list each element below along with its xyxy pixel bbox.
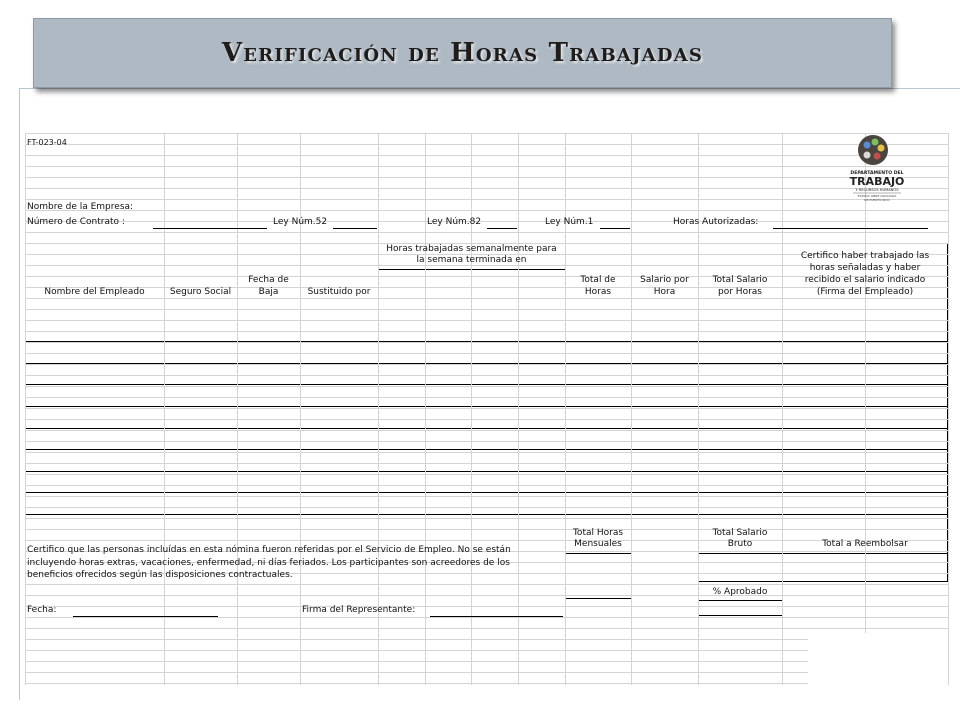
page-title: Verificación de Horas Trabajadas bbox=[221, 38, 704, 68]
signature-line bbox=[430, 616, 563, 617]
ley82-label: Ley Núm.82 bbox=[427, 217, 482, 227]
grid-col-line bbox=[425, 133, 426, 685]
approved-top bbox=[698, 600, 782, 601]
col-termination-date: Fecha de Baja bbox=[248, 275, 289, 297]
col-employee-name: Nombre del Empleado bbox=[44, 286, 145, 297]
ley82-line bbox=[487, 228, 517, 229]
wage-box-mid bbox=[698, 553, 948, 554]
grid-col-line bbox=[471, 133, 472, 685]
ley52-label: Ley Núm.52 bbox=[273, 217, 328, 227]
col-social-security: Seguro Social bbox=[169, 286, 232, 297]
grid-col-line bbox=[698, 133, 699, 685]
grid-col-line bbox=[631, 133, 632, 685]
percent-approved: % Aprobado bbox=[712, 587, 768, 598]
date-line bbox=[73, 616, 218, 617]
company-label: Nombre de la Empresa: bbox=[27, 202, 134, 212]
authorized-hours-label: Horas Autorizadas: bbox=[673, 217, 759, 227]
logo-line1: DEPARTAMENTO DEL bbox=[850, 171, 904, 176]
form-code: FT-023-04 bbox=[27, 138, 67, 147]
title-banner bbox=[33, 18, 892, 88]
logo-line4: ESTADO LIBRE ASOCIADO bbox=[857, 194, 897, 198]
grid-col-line bbox=[565, 133, 566, 685]
grid-col-line bbox=[782, 133, 783, 685]
authorized-hours-line bbox=[773, 228, 928, 229]
col-weekly-hours: Horas trabajadas semanalmente para la semana terminada en bbox=[386, 243, 557, 265]
wage-box-lower bbox=[698, 581, 948, 582]
grid-col-line bbox=[164, 133, 165, 685]
col-total-hours: Total de Horas bbox=[580, 275, 616, 297]
grid-col-line bbox=[948, 133, 949, 685]
grid-col-line bbox=[300, 133, 301, 685]
total-reimburse: Total a Reembolsar bbox=[822, 539, 908, 550]
slide-border-top bbox=[19, 88, 960, 89]
logo-line5: DE PUERTO RICO bbox=[864, 198, 890, 202]
monthly-box-bottom bbox=[565, 598, 632, 599]
ley52-line bbox=[333, 228, 377, 229]
col-hourly-wage: Salario por Hora bbox=[640, 275, 689, 297]
sheet-crop-area bbox=[808, 633, 948, 685]
representative-signature-label: Firma del Representante: bbox=[302, 605, 416, 615]
department-logo bbox=[845, 133, 941, 209]
contract-line bbox=[153, 228, 267, 229]
spreadsheet-form bbox=[25, 133, 948, 685]
grid-col-line bbox=[518, 133, 519, 685]
logo-line2: TRABAJO bbox=[849, 175, 905, 188]
grid-col-line bbox=[865, 133, 866, 685]
approved-bottom bbox=[698, 615, 783, 616]
total-gross-wage: Total Salario Bruto bbox=[712, 527, 768, 549]
col-total-wage: Total Salario por Horas bbox=[712, 275, 768, 297]
slide-border-left bbox=[19, 88, 20, 700]
col-substituted-by: Sustituido por bbox=[307, 286, 371, 297]
date-label: Fecha: bbox=[27, 605, 57, 615]
col-employee-certification: Certifico haber trabajado las horas señaladas y haber recibido el salario indicado (Firma del Empleado) bbox=[800, 251, 930, 297]
grid-col-line bbox=[378, 133, 379, 685]
certification-text: Certifico que las personas incluídas en esta nómina fueron referidas por el Servicio de Empleo. No se están incluyendo horas extras, vacaciones, enfermedad, ni días feriados. Los participantes son acreedores de los beneficios ofrecidos según las disposiciones contractuales. bbox=[27, 545, 511, 580]
grid-col-line bbox=[25, 133, 26, 685]
total-monthly-hours: Total Horas Mensuales bbox=[572, 527, 624, 549]
contract-label: Número de Contrato : bbox=[27, 217, 125, 227]
ley1-line bbox=[600, 228, 630, 229]
monthly-box-mid bbox=[565, 553, 632, 554]
ley1-label: Ley Núm.1 bbox=[545, 217, 594, 227]
grid-col-line bbox=[237, 133, 238, 685]
logo-line3: Y RECURSOS HUMANOS bbox=[855, 188, 899, 192]
